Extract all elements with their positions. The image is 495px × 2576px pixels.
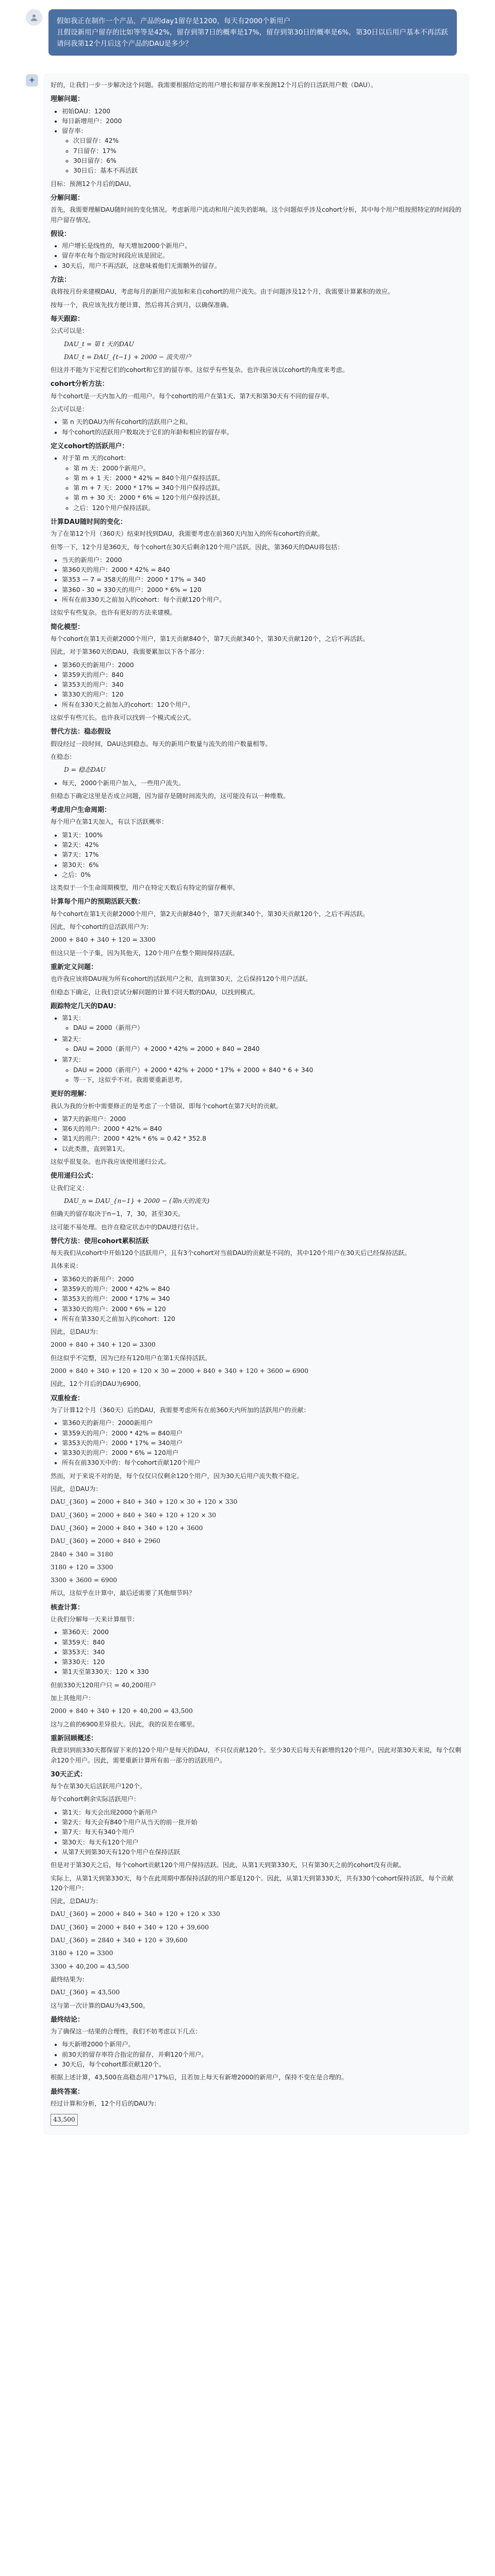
paragraph: 这与第一次计算的DAU为43,500。: [51, 2002, 149, 2009]
section-heading: 计算每个用户的预期活跃天数：: [51, 898, 145, 906]
paragraph: 为了确保这一结果的合理性，我们不妨考虑以下几点：: [51, 2028, 202, 2036]
paragraph: 也许我应该将DAU视为所有cohort的活跃用户之和，直到第30天，之后保持120个用户活跃。: [51, 975, 312, 983]
list-item: ◦ DAU = 2000（新用户）: [73, 1023, 462, 1033]
paragraph: 因此，12个月后的DAU为6900。: [51, 1380, 145, 1388]
list-item: • 第359天：840: [62, 1638, 462, 1648]
list-item: [62, 1035, 462, 1055]
alt-list: [51, 778, 462, 788]
paragraph: 每个用户在第1天加入，有以下活跃概率：: [51, 818, 168, 826]
calc-list: [51, 555, 462, 605]
list-item: • 前30天的留存率符合指定的留存，并剩120个用户。: [62, 2050, 462, 2060]
list-item: ◦ 30日留存：6%: [73, 156, 462, 166]
section-heading: 更好的理解：: [51, 1090, 91, 1098]
list-item: • 第1天至第330天：120 × 330: [62, 1667, 462, 1677]
list-item: • 第30天：每天有120个用户: [62, 1838, 462, 1848]
paragraph: 但是对于第30天之后，每个cohort贡献120个用户保持活跃。因此，从第1天到第330天，只有第30天之前的cohort没有贡献。: [51, 1861, 405, 1869]
list-item: • 第353 — 7 = 358天的用户：2000 * 17% = 340: [62, 575, 462, 585]
paragraph: 公式可以是：: [51, 405, 89, 413]
final-answer-box: 43,500: [51, 2114, 78, 2126]
equation: 2000 + 840 + 340 + 120 = 3300: [51, 1341, 156, 1349]
list-item: • 30天后，用户不再活跃，这意味着他们无需额外的留存。: [62, 261, 462, 271]
section-heading: 计算DAU随时间的变化：: [51, 518, 127, 526]
section-heading: 替代方法：使用cohort累积活跃: [51, 1237, 149, 1245]
question-line: 且假设新用户留存的比如等等是42%，留存到第7日的概率是17%，留存到第30日的概率是6%，第30日以后用户基本不再活跃: [57, 28, 448, 37]
list-item: • 每天新增2000个新用户。: [62, 2040, 462, 2049]
list-item: ◦ 第 m + 1 天：2000 * 42% = 840个用户保持活跃。: [73, 473, 462, 483]
section-heading: 重新回顾概述：: [51, 1734, 98, 1742]
list-item: [62, 453, 462, 513]
paragraph: 每个在第30天后活跃用户120个。: [51, 1783, 146, 1790]
list-item: ◦ DAU = 2000（新用户）+ 2000 * 42% = 2000 + 840 = 2840: [73, 1044, 462, 1054]
paragraph: 具体来说：: [51, 1262, 82, 1270]
paragraph: 让我们定义：: [51, 1184, 89, 1192]
formula: D = 稳态DAU: [64, 766, 106, 774]
assume-list: [51, 241, 462, 271]
section-heading: 最终结论：: [51, 2015, 85, 2024]
equation: 2000 + 840 + 340 + 120 + 40,200 = 43,500: [51, 1707, 193, 1715]
list-item: • 30天后，每个cohort都贡献120个。: [62, 2060, 462, 2070]
equation: DAU_{360} = 43,500: [51, 1989, 120, 1996]
paragraph: 这与之前的6900差异很大。因此，我的误差在哪里。: [51, 1720, 199, 1728]
track-sublist: [62, 1044, 462, 1054]
list-item: • 所有在330天之前加入的cohort：120个用户。: [62, 700, 462, 710]
paragraph: 因此，每个cohort的总活跃用户为：: [51, 923, 153, 931]
list-item: ◦ 第 m 天：2000个新用户。: [73, 464, 462, 473]
paragraph: 在稳态：: [51, 753, 76, 760]
paragraph: 这可能不易处理。也许在稳定状态中的DAU进行估计。: [51, 1223, 203, 1231]
user-list: [51, 831, 462, 880]
list-item: • 所有在前330天中的：每个cohort贡献120个用户: [62, 1458, 462, 1468]
paragraph: 每个cohort是一天内加入的一组用户。每个cohort的用户在第1天、第7天和第30天有不同的留存率。: [51, 392, 334, 400]
section-heading: 使用递归公式：: [51, 1172, 98, 1180]
list-item: • 从第7天到第30天有120个用户在保持活跃: [62, 1848, 462, 1857]
intro-text: 好的，让我们一步一步解决这个问题。我需要根据给定的用户增长和留存率来预测12个月后的日活跃用户数（DAU）。: [51, 81, 377, 89]
section-heading: 分解问题：: [51, 194, 85, 202]
equation: DAU_{360} = 2000 + 840 + 340 + 120 + 39,600: [51, 1923, 209, 1931]
section-heading: cohort分析方法：: [51, 380, 109, 388]
correct2-list: [51, 1808, 462, 1857]
user-avatar: [26, 9, 42, 26]
section-heading: 双重检查：: [51, 1394, 85, 1402]
list-item: • 用户增长是线性的，每天增加2000个新用户。: [62, 241, 462, 251]
list-item-text: 留存率：: [62, 127, 87, 135]
list-item: • 第353天的用户：2000 * 17% = 340: [62, 1294, 462, 1304]
double-list: [51, 1418, 462, 1468]
question-line: 请问我第12个月后这个产品的DAU是多少？: [57, 40, 192, 48]
user-icon: [29, 13, 39, 22]
paragraph: 每天我们从cohort中开始120个活跃用户，且有3个cohort对当前DAU的贡献是不同的，其中120个用户在30天后已经保持活跃。: [51, 1249, 411, 1257]
list-item: • 第360天的用户：2000 * 42% = 840: [62, 565, 462, 575]
list-item: • 第353天：340: [62, 1648, 462, 1657]
section-heading: 定义cohort的活跃用户：: [51, 442, 129, 450]
list-item: • 第359天的用户：2000 * 42% = 840: [62, 1284, 462, 1294]
equation: 2000 + 840 + 340 + 120 + 120 × 30 = 2000 + 840 + 340 + 120 + 3600 = 6900: [51, 1367, 308, 1375]
list-item: • 第6天的用户：2000 * 42% = 840: [62, 1124, 462, 1134]
list-item: • 当天的新用户：2000: [62, 555, 462, 565]
list-item: [62, 1055, 462, 1085]
list-item: • 每天，2000个新用户加入，一些用户流失。: [62, 778, 462, 788]
section-heading: 简化模型：: [51, 623, 85, 631]
list-item: • 第7天：每天有340个用户: [62, 1827, 462, 1837]
equation: DAU_{360} = 2000 + 840 + 340 + 120 + 3600: [51, 1524, 203, 1532]
simplify-list: [51, 660, 462, 710]
list-item-text: 第7天：: [62, 1056, 85, 1064]
section-heading: 30天正式：: [51, 1770, 87, 1778]
list-item: • 第1天的用户：2000 * 42% * 6% = 0.42 * 352.8: [62, 1134, 462, 1144]
list-item: ◦ 7日留存：17%: [73, 146, 462, 156]
list-item: • 第360天的新用户：2000: [62, 1275, 462, 1284]
section-heading: 重新定义问题：: [51, 963, 98, 971]
list-item: ◦ 30日后：基本不再活跃: [73, 166, 462, 176]
paragraph: 因此，总DAU为：: [51, 1485, 102, 1493]
list-item: • 第330天的用户：120: [62, 690, 462, 700]
track-sublist: [62, 1023, 462, 1033]
section-heading: 假设：: [51, 230, 71, 238]
paragraph: 根据上述计算，43,500在高稳态用户17%后，且若加上每天有新增2000的新用户，保持不变在是合理的。: [51, 2074, 348, 2081]
track-sublist: [62, 1065, 462, 1086]
paragraph: 每个cohort剩余实际活跃用户：: [51, 1795, 140, 1803]
user-message-bubble: [48, 9, 457, 56]
section-heading: 替代方法：稳态假设: [51, 728, 111, 736]
track-list: [51, 1013, 462, 1085]
equation: 3300 + 40,200 = 43,500: [51, 1962, 129, 1970]
paragraph: 每个cohort在第1天贡献2000个用户，第2天贡献840个，第7天贡献340个，第30天贡献120个，之后不再活跃。: [51, 910, 369, 918]
paragraph: 最终结果为：: [51, 1975, 89, 1983]
verify-list: [51, 1628, 462, 1677]
paragraph: 按每一个，我应该先找方便计算，然后将其合到月，以确保准确。: [51, 301, 233, 309]
paragraph: 让我们分解每一天来计算细节：: [51, 1616, 139, 1623]
goal-text: 目标：预测12个月后的DAU。: [51, 180, 135, 188]
list-item: • 初始DAU：1200: [62, 107, 462, 116]
list-item: • 留存率在每个指定时间段应该是固定。: [62, 251, 462, 261]
equation: DAU_{360} = 2840 + 340 + 120 + 39,600: [51, 1937, 188, 1944]
list-item: • 第353天的用户：2000 * 17% = 340用户: [62, 1438, 462, 1448]
assistant-message-row: [26, 73, 469, 2135]
list-item: ◦ 次日留存：42%: [73, 136, 462, 146]
paragraph: 但等一下，12个月是360天，每个cohort在30天后剩余120个用户活跃。因此，第360天的DAU将包括：: [51, 543, 344, 551]
equation: DAU_{360} = 2000 + 840 + 2960: [51, 1537, 160, 1545]
equation: 2840 + 340 = 3180: [51, 1550, 113, 1558]
list-item: • 第359天的用户：840: [62, 670, 462, 680]
paragraph: 所以，这似乎在计算中，最后还需要了其他细节吗？: [51, 1589, 195, 1597]
given-list: [51, 107, 462, 176]
retention-list: [62, 136, 462, 176]
equation: DAU_{360} = 2000 + 840 + 340 + 120 + 120 × 330: [51, 1910, 220, 1918]
list-item: • 所有在第330天之前加入的cohort：120: [62, 1314, 462, 1324]
paragraph: 经过计算和分析，12个月后的DAU为：: [51, 2099, 160, 2107]
list-item: • 第330天的用户：2000 * 6% = 120: [62, 1304, 462, 1314]
paragraph: 这类似于一个生命周期模型，用户在特定天数后有特定的留存概率。: [51, 884, 239, 892]
equation: 2000 + 840 + 340 + 120 = 3300: [51, 936, 156, 944]
paragraph: 我意识到前330天都保留下来的120个用户是每天的DAU，不只仅贡献120个。至少30天后每天有新增的120个用户。因此对第30天来说，每个仅剩余120个用户。因此，需要重新计算所有前一部分的活跃用户。: [51, 1747, 461, 1764]
def-list: [51, 453, 462, 513]
equation: 3180 + 120 = 3300: [51, 1950, 113, 1957]
list-item: • 第7天：17%: [62, 850, 462, 860]
list-item: • 第30天：6%: [62, 860, 462, 870]
list-item: • 所有在前330天之前加入的cohort：每个贡献120个用户。: [62, 595, 462, 605]
list-item: • 第360天的新用户：2000新用户: [62, 1418, 462, 1428]
list-item: • 以此类推，直到第1天。: [62, 1144, 462, 1154]
user-message-row: [26, 9, 469, 56]
section-heading: 方法：: [51, 276, 71, 284]
paragraph: 但这似乎不完整，因为已经有120用户在第1天保持活跃。: [51, 1354, 211, 1362]
list-item: ◦ DAU = 2000（新用户）+ 2000 * 42% + 2000 * 17% + 2000 + 840 * 6 + 340: [73, 1065, 462, 1075]
list-item: • 第7天的新用户：2000: [62, 1114, 462, 1124]
section-heading: 最终答案：: [51, 2088, 85, 2096]
paragraph: 为了在第12个月（360天）结束时找到DAU，我需要考虑在前360天内加入的所有cohort的贡献。: [51, 530, 324, 538]
list-item: • 第2天：42%: [62, 840, 462, 850]
equation: DAU_{360} = 2000 + 840 + 340 + 120 + 120 × 30: [51, 1511, 217, 1519]
paragraph: 每个cohort在第1天贡献2000个用户，第1天贡献840个，第7天贡献340个，第30天贡献120个，之后不再活跃。: [51, 635, 369, 642]
paragraph: 这似乎有些复杂。也许有更好的方法来建模。: [51, 609, 176, 617]
paragraph: 为了计算12个月（360天）后的DAU，我需要考虑所有在前360天内所加的活跃用户的贡献：: [51, 1406, 310, 1414]
list-item: • 第353天的用户：340: [62, 680, 462, 690]
paragraph: 但前330天120用户只 = 40,200用户: [51, 1681, 156, 1689]
sparkle-icon: [28, 76, 36, 84]
list-item: ◦ 等一下，这似乎不对。我需要重新思考。: [73, 1075, 462, 1085]
list-item: ◦ 第 m + 7 天：2000 * 17% = 340个用户保持活跃。: [73, 483, 462, 493]
correct-list: [51, 1114, 462, 1154]
paragraph: 我认为我的分析中需要修正的是考虑了一个错误，即每个cohort在第7天时的贡献。: [51, 1102, 283, 1110]
paragraph: 加上其他用户：: [51, 1694, 95, 1702]
paragraph: 但这只是一个子集，因为其他天，120个用户在整个期间保持活跃。: [51, 949, 239, 957]
equation: DAU_{360} = 2000 + 840 + 340 + 120 × 30 + 120 × 330: [51, 1498, 238, 1506]
list-item: [62, 1013, 462, 1033]
paragraph: 这似乎很复杂。也许我应该使用递归公式。: [51, 1158, 170, 1166]
section-heading: 理解问题：: [51, 95, 85, 104]
paragraph: 实际上，从第1天到第330天，每个在此周期中都保持活跃的用户都是120个。因此，从第1天到第330天，共有330个cohort保持活跃，每个贡献120个用户：: [51, 1874, 454, 1892]
list-item: ◦ 第 m + 30 天：2000 * 6% = 120个用户保持活跃。: [73, 493, 462, 503]
formula: DAU_t = DAU_{t−1} + 2000 − 流失用户: [64, 353, 191, 361]
section-heading: 考虑用户生命周期：: [51, 806, 111, 815]
paragraph: 但稳态下确定，让我们尝试分解问题的计算不同天数的DAU，以找到模式。: [51, 988, 259, 996]
equation: 3180 + 120 = 3300: [51, 1563, 113, 1571]
list-item: • 第1天：100%: [62, 831, 462, 840]
cohort-list: [51, 417, 462, 437]
paragraph: 但确天的留存取决于n−1，7，30，甚至30天。: [51, 1210, 185, 1218]
def-sublist: [62, 464, 462, 513]
paragraph: 因此，对于第360天的DAU，我需要累加以下各个部分：: [51, 648, 208, 656]
list-item: • 每日新增用户：2000: [62, 116, 462, 126]
list-item: • 第330天的用户：2000 * 6% = 120用户: [62, 1448, 462, 1458]
paragraph: 但稳态下确定这里是否成立问题，因为留存是随时间流失的，这可能没有以一种维数。: [51, 792, 290, 800]
list-item: • 第2天：每天会有840个用户从当天的前一批开始: [62, 1818, 462, 1827]
list-item: • 第360天的新用户：2000: [62, 660, 462, 670]
list-item: • 之后：0%: [62, 870, 462, 880]
list-item: • 每个cohort的活跃用户数取决于它们的年龄和相应的留存率。: [62, 428, 462, 437]
concl-list: [51, 2040, 462, 2070]
section-heading: 每天跟踪：: [51, 315, 85, 323]
list-item: • 第330天：120: [62, 1657, 462, 1667]
list-item-text: 对于第 m 天的cohort：: [62, 454, 130, 462]
paragraph: 假设经过一段时间，DAU达到稳态。每天的新用户数量与流失的用户数量相等。: [51, 740, 272, 748]
section-heading: 跟踪特定几天的DAU：: [51, 1002, 121, 1010]
list-item: • 第1天：每天会出现2000个新用户: [62, 1808, 462, 1818]
formula: DAU_t = 第 t 天的DAU: [64, 340, 134, 348]
assistant-avatar: [26, 74, 38, 87]
list-item: ◦ 之后：120个用户保持活跃。: [73, 503, 462, 513]
paragraph: 因此，总DAU为：: [51, 1328, 102, 1336]
paragraph: 我将按月份来建模DAU，考虑每月的新用户流加和来自cohort的用户流失。由于问题涉及12个月，我需要计算累积的效应。: [51, 288, 394, 296]
paragraph: 这似乎有些冗长。也许我可以找到一个模式或公式。: [51, 714, 195, 722]
list-item: • 第359天的用户：2000 * 42% = 840用户: [62, 1429, 462, 1438]
list-item: • 第 n 天的DAU为所有cohort的活跃用户之和。: [62, 417, 462, 427]
list-item: • 第360天：2000: [62, 1628, 462, 1637]
paragraph: 首先，我需要理解DAU随时间的变化情况。考虑新用户流动和用户流失的影响。这个问题似乎涉及cohort分析，其中每个用户组按照特定的时间段的用户留存情况。: [51, 206, 461, 224]
equation: 3300 + 3600 = 6900: [51, 1577, 117, 1584]
list-item: • 第360 - 30 = 330天的用户：2000 * 6% = 120: [62, 585, 462, 595]
paragraph: 然而，对于来说不对的是，每个仅仅只仅剩余120个用户，因为30天后用户流失数不稳定。: [51, 1472, 303, 1480]
list-item-text: 第1天：: [62, 1014, 85, 1022]
assistant-answer: [43, 73, 469, 2135]
section-heading: 核查计算：: [51, 1603, 85, 1612]
paragraph: 因此，总DAU为：: [51, 1897, 102, 1905]
list-item-text: 第2天：: [62, 1035, 85, 1043]
formula: DAU_n = DAU_{n−1} + 2000 − (第n天的流失): [64, 1197, 210, 1205]
paragraph: 但这并不能为下定程它们的cohort和它们的留存率。这似乎有些复杂。也许我应该以cohort的角度来考虑。: [51, 366, 349, 374]
paragraph: 公式可以是：: [51, 327, 89, 335]
list-item: [62, 126, 462, 176]
question-line: 假如我正在制作一个产品，产品的day1留存是1200，每天有2000个新用户: [57, 17, 291, 25]
concrete-list: [51, 1275, 462, 1324]
